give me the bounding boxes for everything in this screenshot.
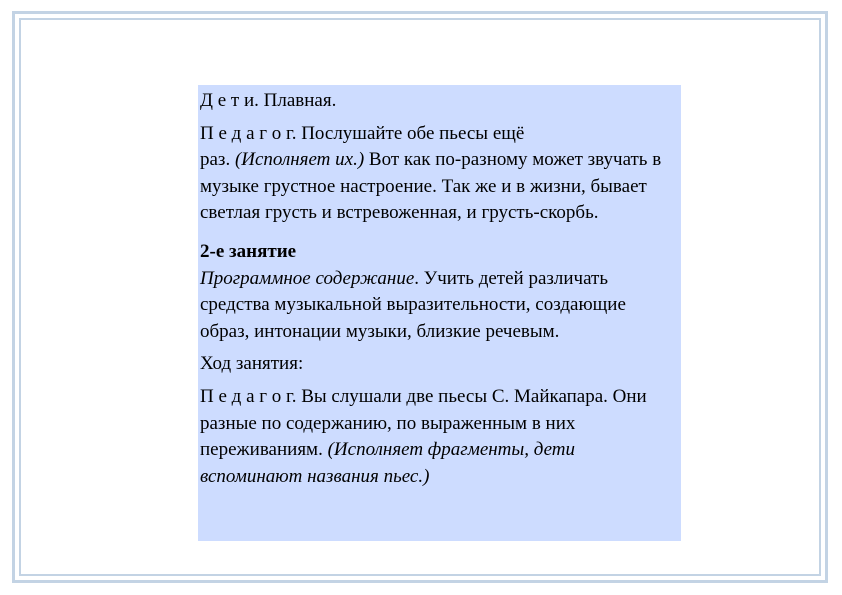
stage-direction: (Исполняет их.) — [234, 149, 365, 171]
stage-direction: (Исполняет фрагменты, дети вспоминают названия пьес.) — [200, 439, 576, 487]
teacher-text-line2: раз. — [200, 149, 235, 171]
section-heading: 2-е занятие — [200, 240, 297, 262]
paragraph-lesson-progress: Ход занятия: — [200, 353, 304, 375]
paragraph-program-content — [200, 266, 679, 346]
teacher-text-rest: Вот как по-разному может звучать в музыке грустное настроение. Так же и в жизни, бывает светлая грусть и встревоженная, и грусть-скорбь. — [200, 149, 662, 224]
reply-text: Плавная. — [258, 90, 337, 111]
paragraph-teacher-2 — [200, 384, 679, 490]
teacher-text: Вы слушали две пьесы С. Майкапара. Они разные по содержанию, по выраженным в них переживаниям. — [200, 385, 647, 461]
paragraph-teacher-1 — [200, 121, 679, 227]
paragraph-children-reply — [200, 88, 679, 115]
text-block — [198, 85, 681, 541]
speaker-teacher: П е д а г о г. — [200, 385, 297, 407]
teacher-text-start: Послушайте обе пьесы ещё — [296, 122, 525, 144]
speaker-teacher: П е д а г о г. — [200, 122, 297, 144]
program-content-text: . Учить детей различать средства музыкальной выразительности, создающие образ, интонации музыки, близкие речевым. — [200, 267, 626, 342]
program-content-label: Программное содержание — [200, 267, 415, 289]
speaker-children: Д е т и. — [200, 90, 259, 111]
